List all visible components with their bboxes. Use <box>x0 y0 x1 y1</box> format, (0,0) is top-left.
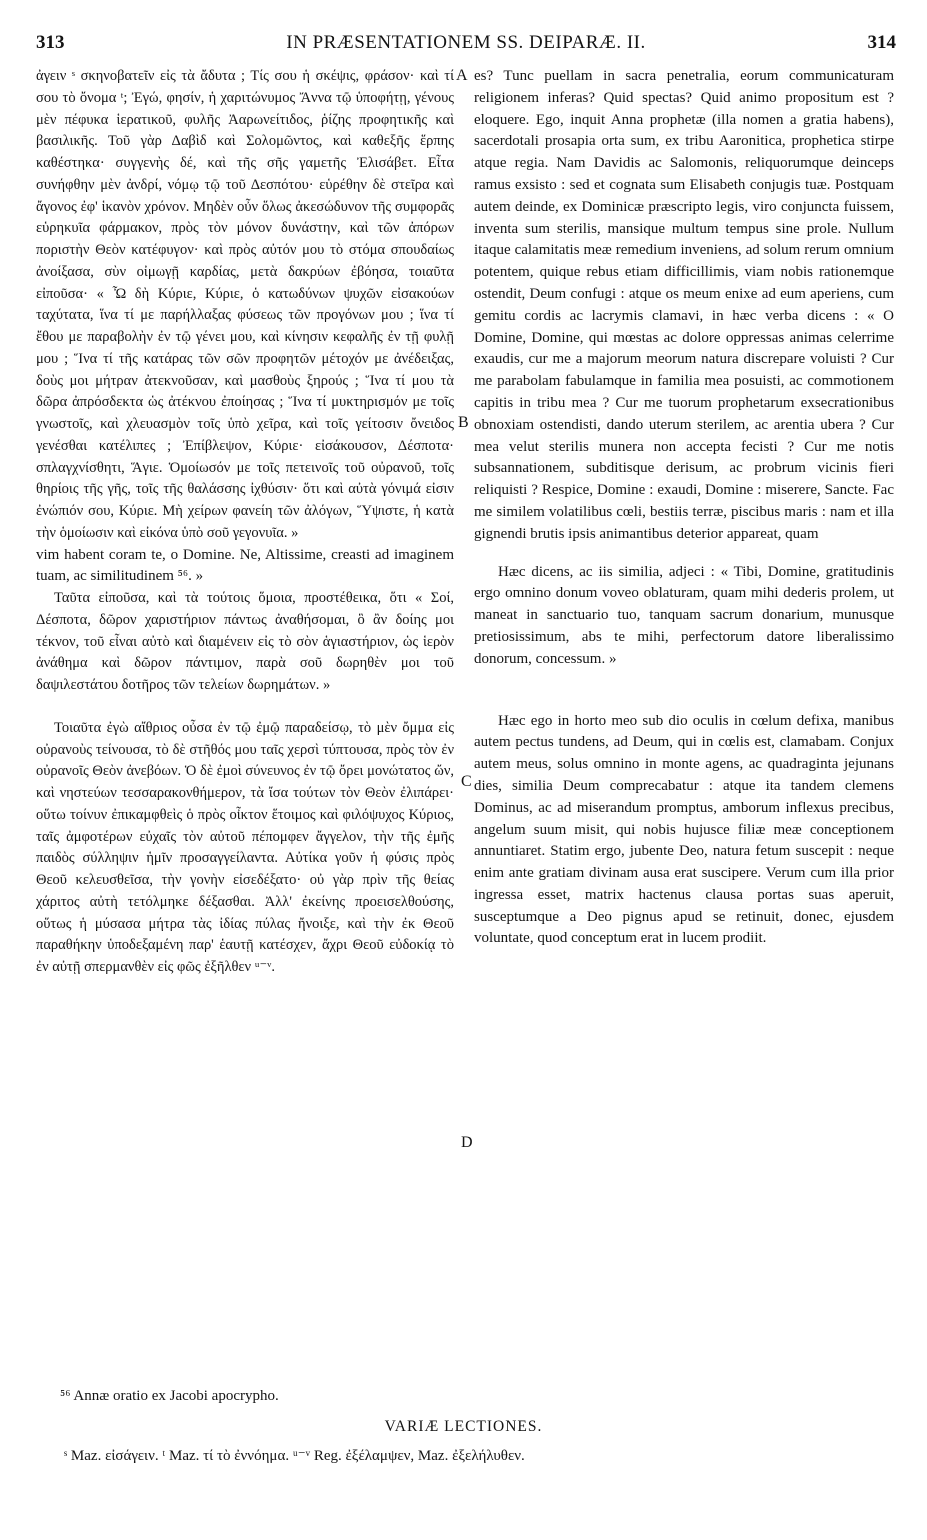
latin-column <box>474 66 894 950</box>
footnote: ⁵⁶ Annæ oratio ex Jacobi apocrypho. <box>60 1388 279 1404</box>
margin-letter-a: A <box>456 67 468 84</box>
latin-paragraph-1: es? Tunc puellam in sacra penetralia, eorum communicaturam religionem inferas? Quid spectas? Quid animo propositum est ? eloquere. Ego, inquit Anna prophetæ (illa nomen a gratia habens), sacerdotali prosapia orta sum, ex tribu Aaronitica, prophetica stirpe atque regia. Nam Davidis ac Salomonis, reliquorumque deinceps ramus exsisto : sed et cognata sum Elisabeth conjugis tuæ. Postquam autem deinde, ex Dominicæ præscripto legis, viro conjuncta fuissem, inventa sum sterilis, mansique multum tempus sine prole. Nullum itaque calamitatis meæ remedium inveniens, ad solum rerum omnium potentem, quique rebus etiam difficillimis, viam nobis rationemque ostendit, Deum confugi : atque os meum enixe ad eum aperiens, cum gemitu cordis ac lacrymis clamavi, in hæc verba dicens : « O Domine, Domine, qui mœstas ac dolore oppressas animas celerrime exaudis, cur me a majorum meorum natura discrepare voluisti ? Cur me parabolam fabulamque in familia mea posuisti, ac commotionem capitis in tribu mea ? Cur me tuorum prophetarum exsecrationibus obnoxiam ostendisti, dando uterum sterilem, ac arentia ubera ? Cur mea velut sterilis munera non accepta fecisti ? Cur me notis subsannationem, subditisque derisum, ac probrum vicinis fieri reliquisti ? Respice, Domine : exaudi, Domine : miserere, Sancte. Fac me similem volatilibus cœli, bestiis terræ, piscibus maris : nam et illa gignendi brutis ipsis animantibus deterior appareat, quam <box>474 68 894 542</box>
running-title: IN PRÆSENTATIONEM SS. DEIPARÆ. II. <box>286 32 646 53</box>
variae-lectiones-line: ˢ Maz. εἰσάγειν. ᵗ Maz. τί τὸ ἐννόημα. ᵘ⁻ᵛ Reg. ἐξέλαμψεν, Maz. ἐξελήλυθεν. <box>64 1448 525 1464</box>
greek-paragraph-3: Τοιαῦτα ἐγὼ αἴθριος οὖσα ἐν τῷ ἐμῷ παραδείσῳ, τὸ μὲν ὄμμα εἰς οὐρανοὺς τείνουσα, τὸ δὲ στῆθός μου ταῖς χερσὶ τύπτουσα, πρὸς τὸν ἐν οὐρανοῖς Θεὸν ἀνεβόων. Ὁ δὲ ἐμοὶ σύνευνος ἐν τῷ ὄρει μονώτατος ὤν, καὶ νηστεύων τεσσαρακονθήμερον, τὰ ἴσα τούτων τὸν Θεὸν ἐλιπάρει· οὕτω τοίνυν ἐπικαμφθεὶς ὁ πρὸς οἶκτον ἕτοιμος καὶ φιλόψυχος Κύριος, ταῖς ἀμφοτέρων εὐχαῖς τὸν αὐτοῦ πέπομφεν ἄγγελον, τὴν τῆς ἐμῆς παιδὸς σύλληψιν ἡμῖν προσαγγείλαντα. Αὐτίκα γοῦν ἡ φύσις πρὸς Θεοῦ κελευσθεῖσα, τὴν γονὴν εἰσεδέξατο· οὐ γὰρ πρὶν τῆς θείας χάριτος αὐτὴ τετόλμηκε δέξασθαι. Ἀλλ' ἐκείνης προεισελθούσης, οὕτως ἡ μύσασα μήτρα τὰς ἰδίας πύλας ἤνοιξε, καὶ τὴν ἐκ Θεοῦ παραθήκην ὑποδεξαμένη παρ' ἑαυτῇ κατέσχεν, ἄχρι Θεοῦ εὐδοκίᾳ τὸ ἐν αὐτῇ σπερμανθὲν εἰς φῶς ἐξῆλθεν ᵘ⁻ᵛ. <box>36 719 454 975</box>
greek-paragraph-1: ἀγειν ˢ σκηνοβατεῖν εἰς τὰ ἄδυτα ; Τίς σου ἡ σκέψις, φράσον· καὶ τί σου τὸ ὄνομα ᵗ; Ἐγώ, φησίν, ἡ χαριτώνυμος Ἄννα τῷ ὑποφήτῃ, γένους μὲν πέφυκα ἱερατικοῦ, φυλῆς Ἀαρωνείτιδος, ῥίζης προφητικῆς καὶ βασιλικῆς. Τοῦ γὰρ Δαβὶδ καὶ Σολομῶντος, καὶ καθεξῆς ἕρπης καθέστηκα· συγγενὴς δέ, καὶ τῆς σῆς γαμετῆς Ἐλισάβετ. Εἶτα συνήφθην μὲν ἀνδρί, νόμῳ τῷ τοῦ Δεσπότου· εὑρέθην δὲ στεῖρα καὶ ἄγονος ἐφ' ἱκανὸν χρόνον. Μηδὲν οὖν ὅλως ἀκεσώδυνον τῆς συμφορᾶς εὑρηκυῖα φάρμακον, πρὸς τὸν μόνον δυνάστην, καὶ τῶν ἀπόρων ποριστὴν Θεὸν κατέφυγον· καὶ πρὸς αὐτόν μου τὸ στόμα σπουδαίως ἀνοίξασα, σὺν οἰμωγῇ καρδίας, μετὰ δακρύων ἐβόησα, τοιαῦτα εἰποῦσα· « Ὦ δὴ Κύριε, Κύριε, ὁ κατωδύνων ψυχῶν εἰσακούων ταχύτατα, ἵνα τί με παρήλλαξας φύσεως τῶν προγόνων μου ; ἵνα τί ἔθου με παραβολὴν ἐν τῷ γένει μου, καὶ κίνησιν κεφαλῆς ἐν τῇ φυλῇ μου ; Ἵνα τί τῆς κατάρας τῶν σῶν προφητῶν μέτοχόν με ἀνέδειξας, δοὺς μοι μήτραν ἀτεκνοῦσαν, καὶ μασθοὺς ξηρούς ; Ἵνα τί μου τὰ δῶρα ἀπρόσδεκτα ὡς ἀτέκνου ἐποίησας ; Ἵνα τί μυκτηρισμόν με τοῖς γνωστοῖς, καὶ χλευασμὸν τοῖς ὑπὸ χεῖρα, καὶ τοῖς γείτοσιν ὄνειδος γενέσθαι κατέλιπες ; Ἐπίβλεψον, Κύριε· εἰσάκουσον, Δέσποτα· σπλαγχνίσθητι, Ἅγιε. Ὁμοίωσόν με τοῖς πετεινοῖς τοῦ οὐρανοῦ, τοῖς θηρίοις τῆς γῆς, τοῖς τῆς θαλάσσης ἰχθύσιν· ὅτι καὶ αὐτὰ γόνιμά εἰσιν ἐνώπιόν σου, Κύριε. Μὴ χείρων φανείη τῶν ἀλόγων, Ὕψιστε, ἡ κατὰ τὴν ὁμοίωσιν καὶ εἰκόνα ὑπὸ σοῦ γεγονυῖα. » <box>36 68 454 541</box>
latin-carryover-text: vim habent coram te, o Domine. Ne, Altissime, creasti ad imaginem tuam, ac similitudinem ⁵⁶. » <box>36 546 454 585</box>
page-number-right: 314 <box>867 32 896 53</box>
latin-paragraph-3: Hæc ego in horto meo sub dio oculis in cœlum defixa, manibus autem pectus tundens, ad Deum, qui in cœlis est, clamabam. Conjux autem meus, solus omnino in monte agens, ac quadraginta jejunans dies, similia Deum comprecabatur : atque ita tandem clemens Dominus, ac ad miserandum promptus, amborum inflexus precibus, angelum suum misit, qui nobis hujusce filiæ meæ conceptionem annuntiaret. Statim ergo, jubente Deo, natura fetum suscepit : neque enim ante gratiam divinam ausa erat suscipere. Verum cum illa prior ingressa esset, matrix hactenus clausa portas suas aperuit, susceptumque a Deo pignus apud se retinuit, donec, ejusdem voluntate, quod conceptum erat in lucem prodiit. <box>474 712 894 947</box>
greek-paragraph-2: Ταῦτα εἰποῦσα, καὶ τὰ τούτοις ὅμοια, προστέθεικα, ὅτι « Σοί, Δέσποτα, δῶρον χαριστήριον πάντως ἀναθήσομαι, ὃ ἂν δοίης μοι τέκνον, τοῦ εἶναι αὐτὸ καὶ διαμένειν εἰς τὸ σὸν ἁγιαστήριον, ὡς ἱερὸν ἀνάθημα καὶ δῶρον πάντιμον, παρὰ σοῦ δωρηθὲν μοι τοῦ δαψιλεστάτου δοτῆρος τῶν τελείων δωρημάτων. » <box>36 590 454 693</box>
latin-paragraph-2: Hæc dicens, ac iis similia, adjeci : « Tibi, Domine, gratitudinis ergo omnino donum voveo oblaturam, quam mihi dederis prolem, ut maneat in sanctuario tuo, tanquam sacrum donarium, munusque pretiosissimum, abs te mihi, perfectorum datore liberalissimo donorum, concessum. » <box>474 563 894 667</box>
margin-letter-c: C <box>461 773 472 790</box>
variae-lectiones-heading: VARIÆ LECTIONES. <box>384 1418 543 1435</box>
greek-column <box>36 66 454 979</box>
page-number-left: 313 <box>36 32 65 53</box>
margin-letter-d: D <box>461 1134 473 1151</box>
margin-letter-b: B <box>458 414 469 431</box>
running-header <box>36 32 896 58</box>
